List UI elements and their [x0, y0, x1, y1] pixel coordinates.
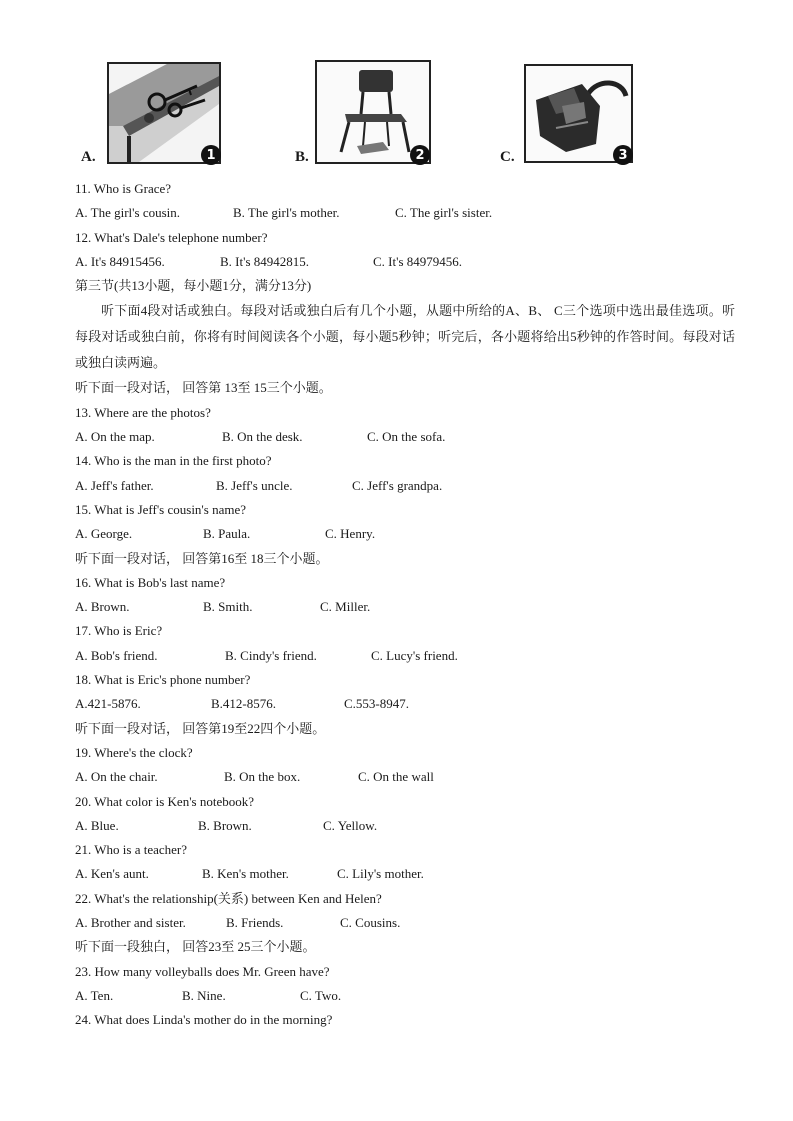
question-17-option-a[interactable]: A. Bob's friend.: [75, 647, 158, 663]
question-12-options: [75, 250, 735, 274]
keys-on-table-icon: [109, 64, 219, 162]
question-22-option-c[interactable]: C. Cousins.: [340, 915, 401, 931]
question-13-option-b[interactable]: B. On the desk.: [222, 429, 303, 445]
picture-letter-b: B.: [295, 149, 309, 165]
question-17-option-c[interactable]: C. Lucy's friend.: [371, 647, 458, 663]
question-23-stem: 23. How many volleyballs does Mr. Green have?: [75, 963, 330, 979]
question-18-option-c[interactable]: C.553-8947.: [344, 696, 409, 712]
section-3-heading: 第三节(共13小题，每小题1分，满分13分): [75, 278, 312, 294]
question-22-option-a[interactable]: A. Brother and sister.: [75, 915, 186, 931]
picture-letter-c: C.: [500, 149, 515, 165]
question-21-options: [75, 862, 735, 886]
question-15-options: [75, 522, 735, 546]
question-19-option-b[interactable]: B. On the box.: [224, 769, 301, 785]
question-22-option-b[interactable]: B. Friends.: [226, 915, 284, 931]
question-16-stem: 16. What is Bob's last name?: [75, 574, 226, 590]
question-13-option-a[interactable]: A. On the map.: [75, 429, 155, 445]
dialog-3-instruction: 听下面一段对话， 回答第19至22四个小题。: [75, 720, 326, 736]
question-17-option-b[interactable]: B. Cindy's friend.: [225, 647, 317, 663]
question-21-option-a[interactable]: A. Ken's aunt.: [75, 866, 149, 882]
section-3-instructions: 听下面4段对话或独白。每段对话或独白后有几个小题，从题中所给的A、B、 C三个选项中选出最佳选项。听每段对话或独白前，你将有时间阅读各个小题，每小题5秒钟；听完后，各小题将给出5秒钟的作答时间。每段对话或独白读两遍。: [75, 303, 735, 371]
question-11-stem: 11. Who is Grace?: [75, 181, 172, 196]
question-23-option-b[interactable]: B. Nine.: [182, 987, 226, 1003]
question-13-options: [75, 425, 735, 449]
question-22-stem: 22. What's the relationship(关系) between Ken and Helen?: [75, 890, 382, 906]
question-21-option-c[interactable]: C. Lily's mother.: [337, 866, 424, 882]
question-19-option-a[interactable]: A. On the chair.: [75, 769, 158, 785]
monologue-instruction: 听下面一段独白， 回答23至 25三个小题。: [75, 939, 316, 955]
question-18-options: [75, 692, 735, 716]
question-16-option-a[interactable]: A. Brown.: [75, 599, 130, 615]
question-12-option-c[interactable]: C. It's 84979456.: [373, 253, 463, 269]
question-13-option-c[interactable]: C. On the sofa.: [367, 429, 446, 445]
question-11-option-c[interactable]: C. The girl's sister.: [395, 205, 493, 221]
question-23-options: [75, 984, 735, 1008]
question-14-options: [75, 474, 735, 498]
question-11-option-a[interactable]: A. The girl's cousin.: [75, 205, 181, 221]
picture-number-2: 2: [410, 145, 430, 165]
question-16-option-b[interactable]: B. Smith.: [203, 599, 253, 615]
question-15-option-b[interactable]: B. Paula.: [203, 526, 251, 542]
question-12-option-a[interactable]: A. It's 84915456.: [75, 253, 165, 269]
question-18-option-b[interactable]: B.412-8576.: [211, 696, 276, 712]
question-15-option-c[interactable]: C. Henry.: [325, 526, 376, 542]
question-11-options: [75, 201, 735, 225]
question-18-option-a[interactable]: A.421-5876.: [75, 696, 141, 712]
question-23-option-a[interactable]: A. Ten.: [75, 987, 114, 1003]
question-15-option-a[interactable]: A. George.: [75, 526, 133, 542]
dialog-2-instruction: 听下面一段对话， 回答第16至 18三个小题。: [75, 550, 329, 566]
question-14-option-a[interactable]: A. Jeff's father.: [75, 477, 154, 493]
picture-letter-a: A.: [81, 149, 96, 165]
picture-number-1: 1: [201, 145, 221, 165]
picture-number-3: 3: [613, 145, 633, 165]
question-19-options: [75, 765, 735, 789]
question-20-option-b[interactable]: B. Brown.: [198, 817, 252, 833]
question-21-stem: 21. Who is a teacher?: [75, 842, 188, 858]
picture-options: [0, 0, 793, 175]
question-19-stem: 19. Where's the clock?: [75, 744, 193, 760]
question-16-options: [75, 595, 735, 619]
question-14-stem: 14. Who is the man in the first photo?: [75, 453, 272, 469]
question-22-options: [75, 911, 735, 935]
question-13-stem: 13. Where are the photos?: [75, 404, 211, 420]
question-20-option-c[interactable]: C. Yellow.: [323, 817, 378, 833]
question-20-options: [75, 814, 735, 838]
dialog-1-instruction: 听下面一段对话， 回答第 13至 15三个小题。: [75, 380, 332, 396]
question-12-option-b[interactable]: B. It's 84942815.: [220, 253, 310, 269]
question-24-stem: 24. What does Linda's mother do in the morning?: [75, 1012, 333, 1028]
question-23-option-c[interactable]: C. Two.: [300, 987, 342, 1003]
question-14-option-b[interactable]: B. Jeff's uncle.: [216, 477, 293, 493]
question-14-option-c[interactable]: C. Jeff's grandpa.: [352, 477, 443, 493]
question-17-stem: 17. Who is Eric?: [75, 623, 163, 639]
question-20-option-a[interactable]: A. Blue.: [75, 817, 119, 833]
question-12-stem: 12. What's Dale's telephone number?: [75, 229, 268, 245]
question-18-stem: 18. What is Eric's phone number?: [75, 672, 251, 688]
question-11-option-b[interactable]: B. The girl's mother.: [233, 205, 340, 221]
question-16-option-c[interactable]: C. Miller.: [320, 599, 371, 615]
question-17-options: [75, 644, 735, 668]
question-21-option-b[interactable]: B. Ken's mother.: [202, 866, 289, 882]
question-15-stem: 15. What is Jeff's cousin's name?: [75, 501, 247, 517]
question-19-option-c[interactable]: C. On the wall: [358, 769, 434, 785]
exam-content: [75, 177, 735, 1033]
question-20-stem: 20. What color is Ken's notebook?: [75, 793, 255, 809]
